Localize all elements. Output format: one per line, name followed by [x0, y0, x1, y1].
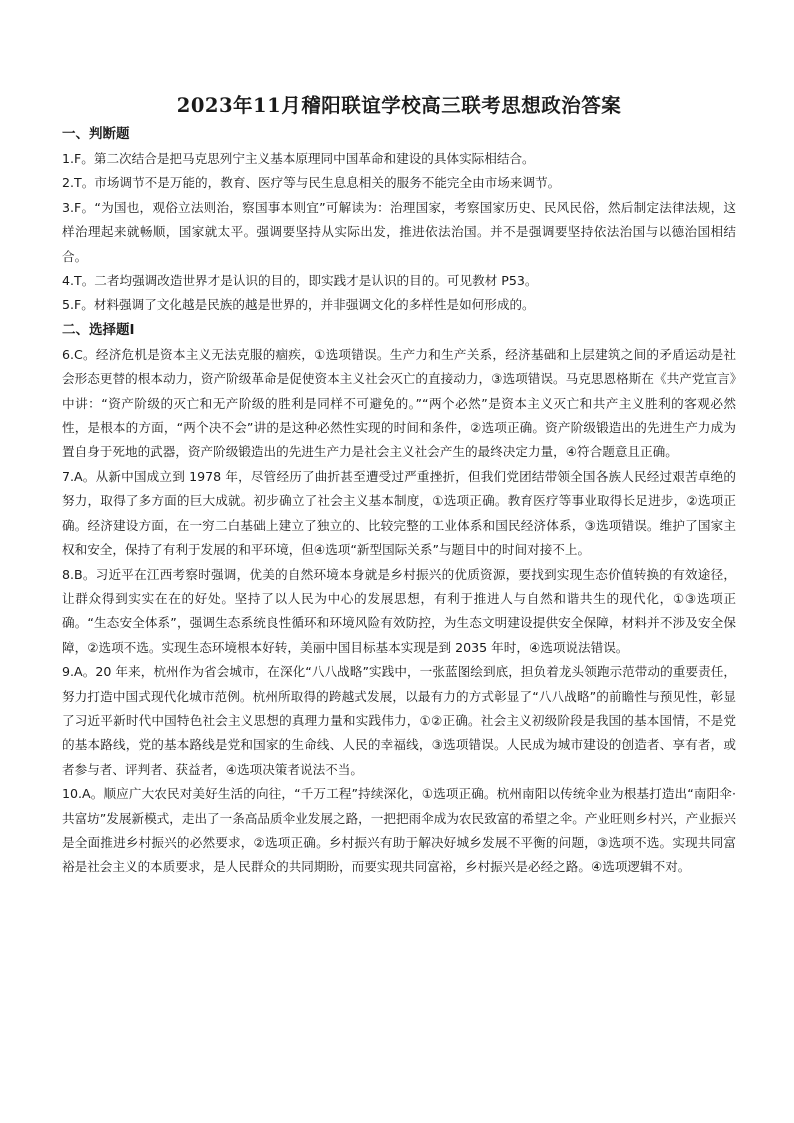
section-choice [62, 318, 736, 880]
answer-item: 8.B。习近平在江西考察时强调，优美的自然环境本身就是乡村振兴的优质资源，要找到实现生态价值转换的有效途径，让群众得到实实在在的好处。坚持了以人民为中心的发展思想，有利于推进人与自然和谐共生的现代化，①③选项正确。“生态安全体系”，强调生态系统良性循环和环境风险有效防控，为生态文明建设提供安全保障，材料并不涉及安全保障，②选项不选。实现生态环境根本好转，美丽中国目标基本实现是到 2035 年时，④选项说法错误。 [62, 566, 736, 655]
section-heading: 一、判断题 [62, 126, 130, 142]
answer-document [62, 92, 736, 880]
answer-item: 7.A。从新中国成立到 1978 年，尽管经历了曲折甚至遭受过严重挫折，但我们党团结带领全国各族人民经过艰苦卓绝的努力，取得了多方面的巨大成就。初步确立了社会主义基本制度，①选项正确。教育医疗等事业取得长足进步，②选项正确。经济建设方面，在一穷二白基础上建立了独立的、比较完整的工业体系和国民经济体系，③选项错误。维护了国家主权和安全，保持了有利于发展的和平环境，但④选项“新型国际关系”与题目中的时间对接不上。 [62, 468, 736, 558]
answer-item: 6.C。经济危机是资本主义无法克服的痼疾，①选项错误。生产力和生产关系，经济基础和上层建筑之间的矛盾运动是社会形态更替的根本动力，资产阶级革命是促使资本主义社会灭亡的直接动力，③选项错误。马克思恩格斯在《共产党宣言》中讲：“资产阶级的灭亡和无产阶级的胜利是同样不可避免的。”“两个必然”是资本主义灭亡和共产主义胜利的客观必然性，是根本的方面，“两个决不会”讲的是这种必然性实现的时间和条件，②选项正确。资产阶级锻造出的先进生产力成为置自身于死地的武器，资产阶级锻造出的先进生产力是社会主义社会产生的最终决定力量，④符合题意且正确。 [62, 346, 736, 460]
page-title: 2023年11月稽阳联谊学校高三联考思想政治答案 [176, 94, 622, 117]
answer-item: 4.T。二者均强调改造世界才是认识的目的，即实践才是认识的目的。可见教材 P53。 [62, 273, 538, 289]
answer-item: 3.F。“为国也，观俗立法则治，察国事本则宜”可解读为：治理国家，考察国家历史、民风民俗，然后制定法律法规，这样治理起来就畅顺，国家就太平。强调要坚持从实际出发，推进依法治国。并不是强调要坚持依法治国与以德治国相结合。 [62, 199, 736, 264]
answer-item: 2.T。市场调节不是万能的，教育、医疗等与民生息息相关的服务不能完全由市场来调节。 [62, 175, 561, 191]
section-judgment [62, 122, 736, 318]
answer-item: 1.F。第二次结合是把马克思列宁主义基本原理同中国革命和建设的具体实际相结合。 [62, 151, 535, 166]
answer-item: 5.F。材料强调了文化越是民族的越是世界的，并非强调文化的多样性是如何形成的。 [62, 297, 535, 313]
answer-item: 10.A。顺应广大农民对美好生活的向往，“千万工程”持续深化，①选项正确。杭州南阳以传统伞业为根基打造出“南阳伞·共富坊”发展新模式，走出了一条高品质伞业发展之路，一把把雨伞成为农民致富的希望之伞。产业旺则乡村兴，产业振兴是全面推进乡村振兴的必然要求，②选项正确。乡村振兴有助于解决好城乡发展不平衡的问题，③选项不选。实现共同富裕是社会主义的本质要求，是人民群众的共同期盼，而要实现共同富裕，乡村振兴是必经之路。④选项逻辑不对。 [62, 786, 736, 875]
answer-item: 9.A。20 年来，杭州作为省会城市，在深化“八八战略”实践中，一张蓝图绘到底，担负着龙头领跑示范带动的重要责任，努力打造中国式现代化城市范例。杭州所取得的跨越式发展，以最有力的方式彰显了“八八战略”的前瞻性与预见性，彰显了习近平新时代中国特色社会主义思想的真理力量和实践伟力，①②正确。社会主义初级阶段是我国的基本国情，不是党的基本路线，党的基本路线是党和国家的生命线、人民的幸福线，③选项错误。人民成为城市建设的创造者、享有者，或者参与者、评判者、获益者，④选项决策者说法不当。 [62, 664, 736, 777]
section-heading: 二、选择题Ⅰ [62, 321, 135, 338]
